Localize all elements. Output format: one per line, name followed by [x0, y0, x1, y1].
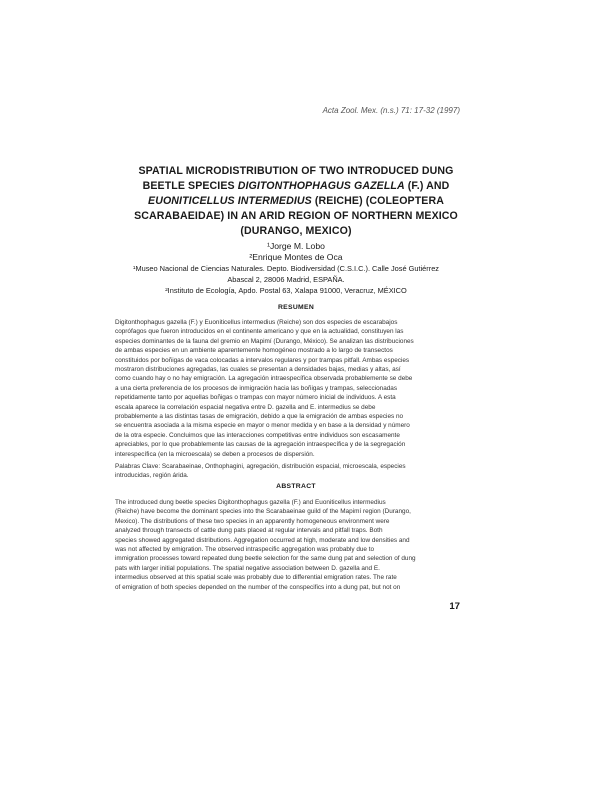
- resumen-heading: RESUMEN: [277, 304, 315, 311]
- resumen-line: mostraron distribuciones agregadas, las cuales se presentan a densidades bajas, medias y altas, así: [115, 366, 401, 374]
- abstract-line: The introduced dung beetle species Digitonthophagus gazella (F.) and Euoniticellus intermedius: [115, 499, 386, 506]
- title-text: (REICHE) (COLEOPTERA: [311, 195, 444, 207]
- abstract-line: Mexico). The distributions of these two species in an apparently homogeneous environment were: [115, 517, 390, 525]
- resumen-line: apreciables, por lo que probablemente las causas de la agregación intraespecífica y de la segregación: [115, 441, 406, 449]
- resumen-line: especies dominantes de la fauna del gremio en Mapimí (Durango, México). Se analizan las distribuciones: [115, 337, 414, 345]
- resumen-paragraph: [115, 318, 460, 459]
- keywords-line: Palabras Clave: Scarabaeinae, Onthophagini, agregación, distribución espacial, microescala, especies: [115, 463, 406, 470]
- resumen-line: constituidos por boñigas de vaca colocadas a intervalos regulares y por trampas pitfall. Ambas especies: [115, 356, 410, 364]
- affiliations: [100, 263, 472, 296]
- journal-reference: Acta Zool. Mex. (n.s.) 71: 17-32 (1997): [322, 106, 460, 115]
- abstract-line: intermedius observed at this spatial scale was probably due to differential emigration rates. The rate: [115, 574, 397, 582]
- title-text: BEETLE SPECIES: [142, 180, 238, 192]
- author-name: ¹Jorge M. Lobo: [267, 241, 325, 251]
- author-name: ²Enrique Montes de Oca: [249, 252, 343, 262]
- resumen-line: se encuentra asociada a la misma especie en mayor o menor medida y en base a la densidad y número: [115, 422, 410, 430]
- abstract-line: (Reiche) have become the dominant species into the Scarabaeinae guild of the Mapimí region (Durango,: [115, 508, 411, 516]
- author-list: [110, 241, 482, 263]
- title-text: (F.) AND: [404, 180, 450, 192]
- keywords: [115, 462, 460, 481]
- keywords-line: introducidas, región árida.: [115, 472, 189, 480]
- abstract-paragraph: [115, 498, 460, 592]
- title-line: [110, 179, 482, 194]
- abstract-line: analyzed through transects of cattle dung pats placed at regular intervals and pitfall traps. Both: [115, 527, 383, 535]
- resumen-line: de ambas especies en un ambiente aparentemente homogéneo mostrado a lo largo de transectos: [115, 347, 393, 355]
- resumen-line: coprófagos que fueron introducidos en el continente americano y que en la actualidad, constituyen las: [115, 328, 404, 336]
- affiliation-line: Abascal 2, 28006 Madrid, ESPAÑA.: [227, 275, 345, 284]
- title-species-name: EUONITICELLUS INTERMEDIUS: [148, 195, 312, 207]
- resumen-line: a una cierta preferencia de los procesos de inmigración hacia las boñigas y trampas, seleccionadas: [115, 384, 398, 392]
- resumen-line: probablemente a las distintas tasas de emigración, debido a que la emigración de ambas especies no: [115, 413, 404, 421]
- abstract-line: immigration processes toward repeated dung beetle selection for the same dung pat and selection of dung: [115, 555, 416, 563]
- title-line: SCARABAEIDAE) IN AN ARID REGION OF NORTHERN MEXICO: [134, 210, 458, 222]
- resumen-line: Digitonthophagus gazella (F.) y Euoniticellus intermedius (Reiche) son dos especies de escarabajos: [115, 319, 398, 326]
- affiliation-line: ²Instituto de Ecología, Apdo. Postal 63, Xalapa 91000, Veracruz, MÉXICO: [165, 286, 407, 295]
- affiliation-line: ¹Museo Nacional de Ciencias Naturales. Depto. Biodiversidad (C.S.I.C.). Calle José Gutiérrez: [132, 264, 440, 273]
- title-line: (DURANGO, MEXICO): [240, 225, 352, 237]
- title-species-name: DIGITONTHOPHAGUS GAZELLA: [237, 180, 405, 192]
- resumen-line: como cuando hay o no hay emigración. La agregación intraespecífica observada probablemente se debe: [115, 375, 413, 383]
- abstract-heading: ABSTRACT: [276, 483, 316, 490]
- resumen-line: de la otra especie. Concluimos que las interacciones competitivas entre individuos son escasamente: [115, 431, 400, 439]
- abstract-line: species showed aggregated distributions. Aggregation occurred at high, moderate and low densities and: [115, 536, 410, 544]
- title-line: SPATIAL MICRODISTRIBUTION OF TWO INTRODUCED DUNG: [138, 165, 454, 177]
- resumen-line: escala aparece la correlación espacial negativa entre D. gazella and E. intermedius se debe: [115, 403, 376, 411]
- title-line: [110, 194, 482, 209]
- article-title: [110, 164, 482, 239]
- abstract-line: was not affected by emigration. The observed intraspecific aggregation was probably due to: [115, 546, 375, 554]
- resumen-line: repetidamente tanto por aquellas boñigas o trampas con mayor número inicial de individuos. A esta: [115, 394, 396, 402]
- page-number: 17: [449, 601, 460, 612]
- resumen-line: interespecífica (en la microescala) se deben a procesos de dispersión.: [115, 450, 315, 458]
- abstract-line: of emigration of both species depended on the number of the conspecifics into a dung pat, but not on: [115, 583, 401, 591]
- abstract-line: pats with larger initial populations. The spatial negative association between D. gazella and E.: [115, 564, 380, 572]
